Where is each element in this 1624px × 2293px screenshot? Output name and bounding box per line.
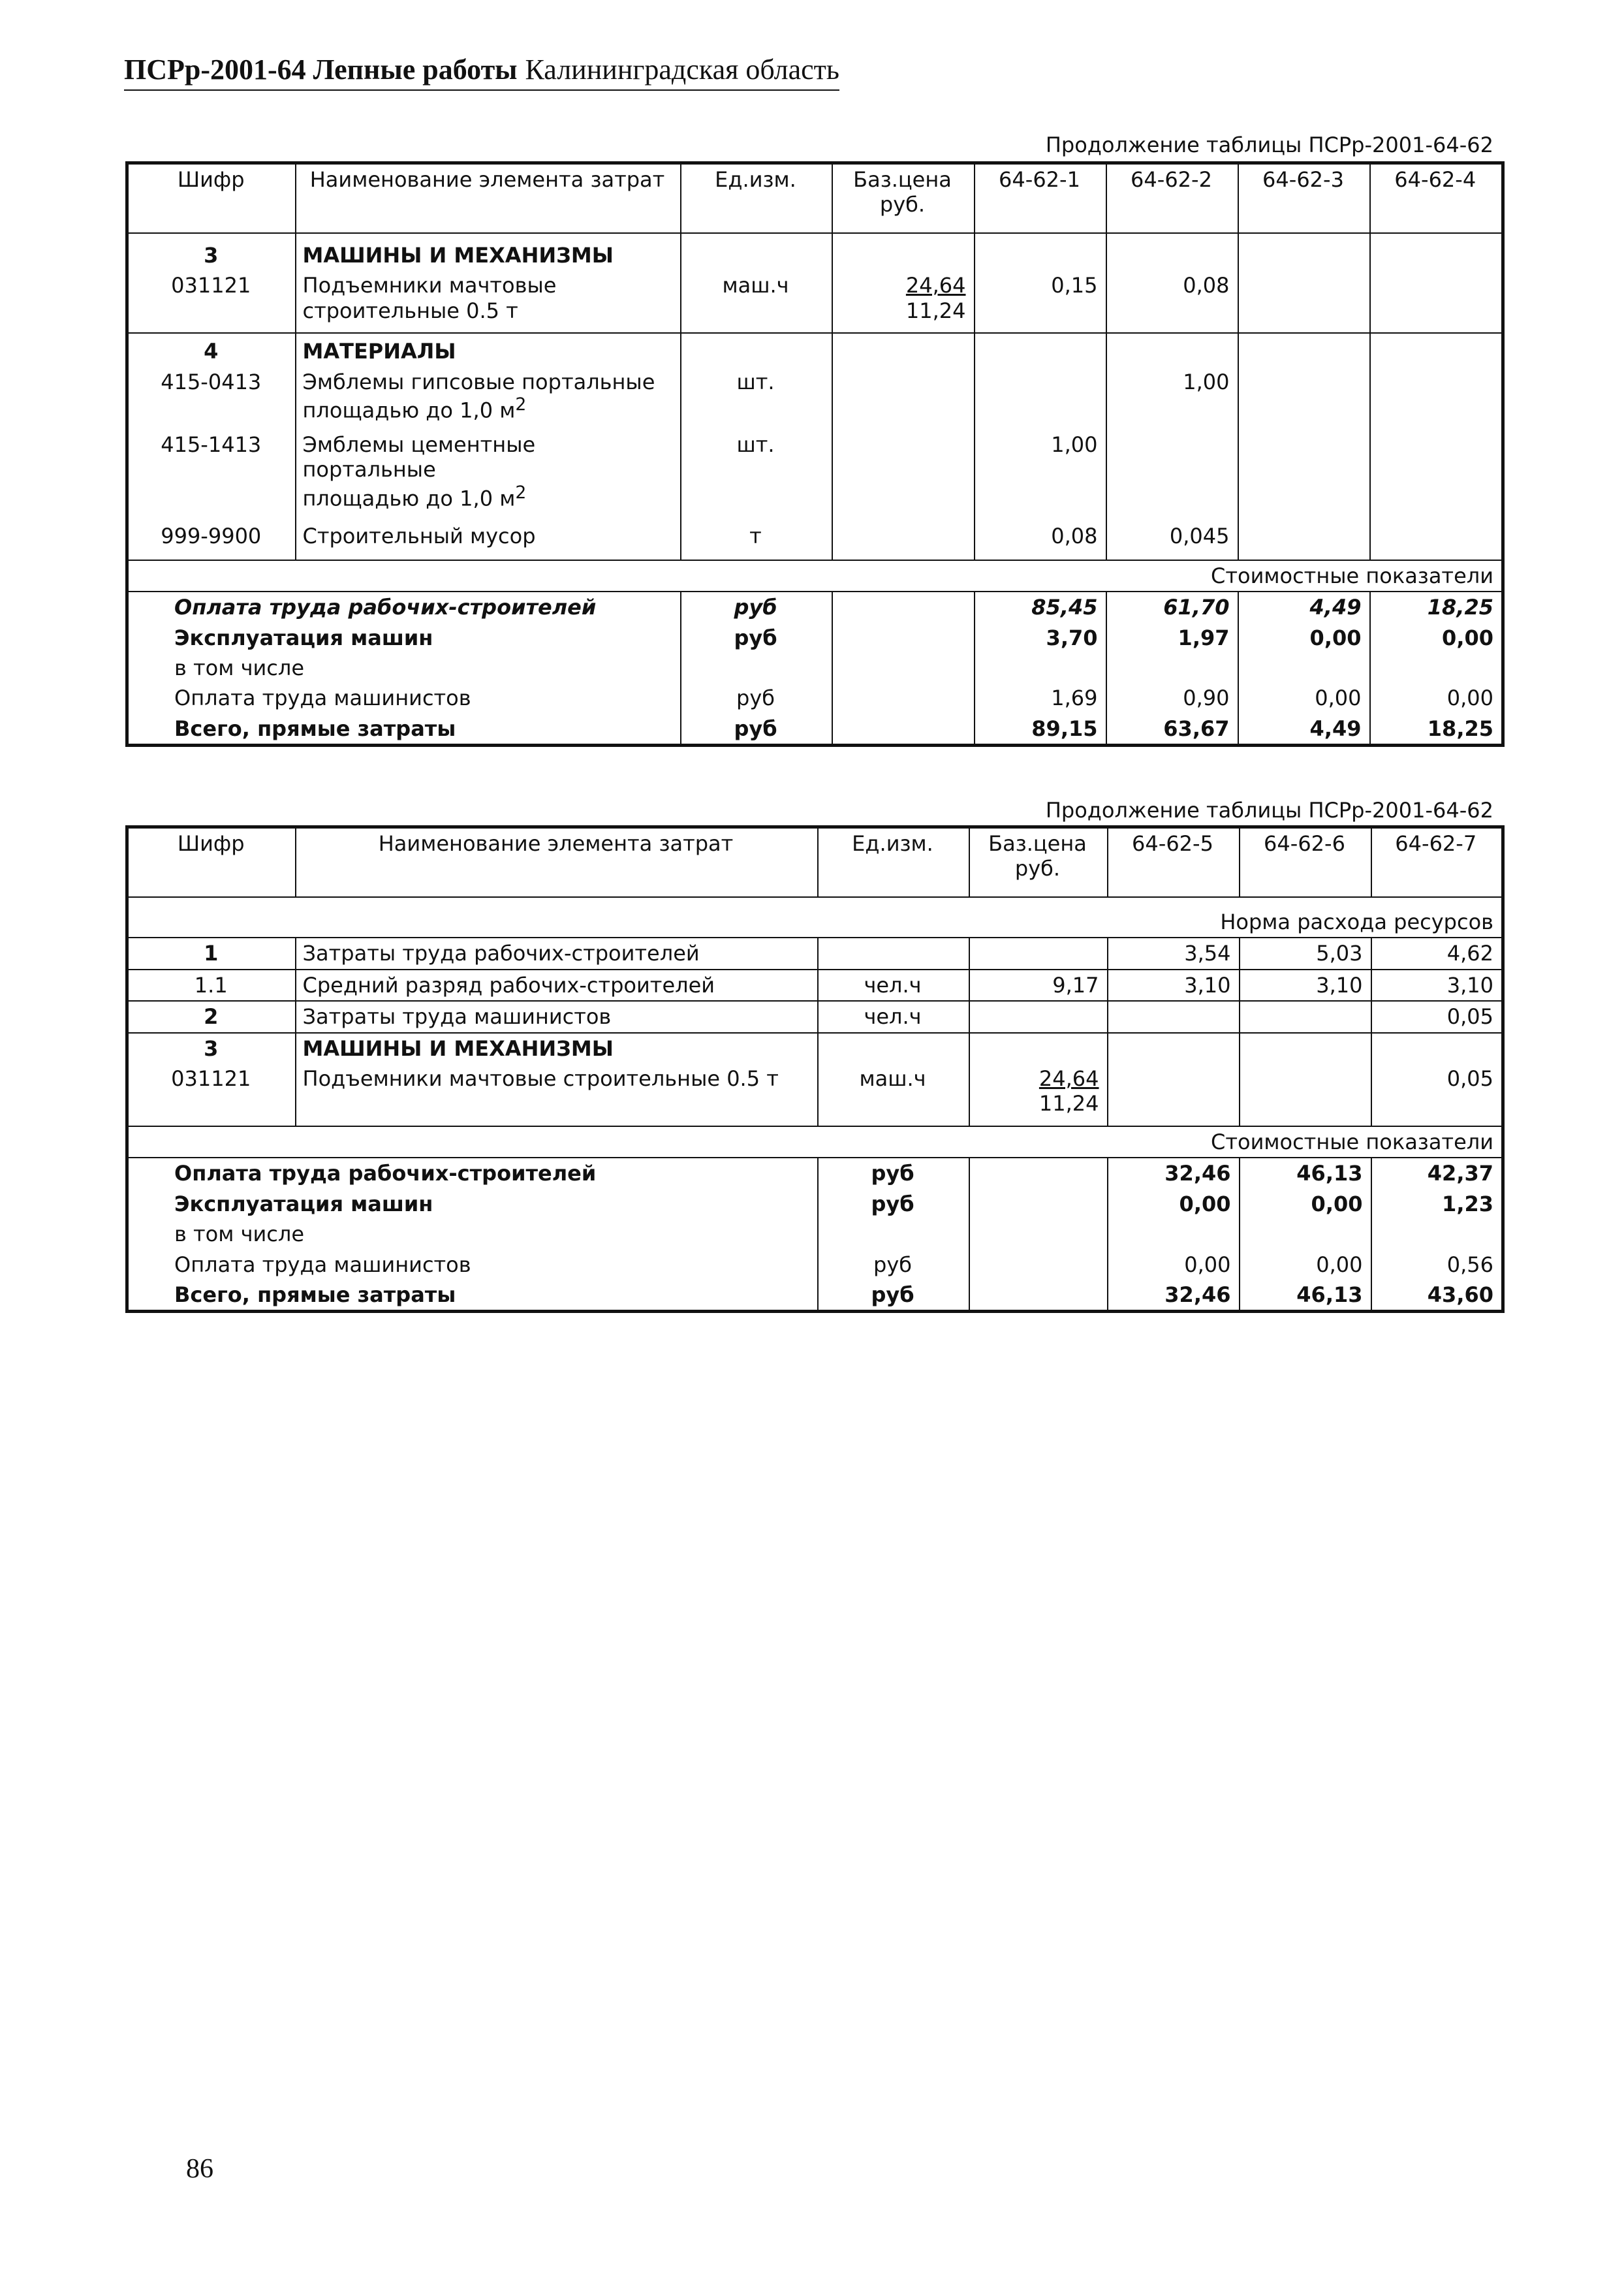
table-row: Оплата труда рабочих-строителей руб 85,45 61,70 4,49 18,25 [127, 592, 1503, 622]
table-row: в том числе [127, 1219, 1503, 1249]
col-header-name: Наименование элемента затрат [296, 163, 681, 234]
document-region: Калининградская область [525, 54, 839, 86]
col-header-64-62-4: 64-62-4 [1370, 163, 1503, 234]
table2-continuation-caption: Продолжение таблицы ПСРр-2001-64-62 [1045, 798, 1493, 823]
col-header-code: Шифр [127, 827, 296, 898]
col-header-price: Баз.цена руб. [969, 827, 1108, 898]
col-header-64-62-1: 64-62-1 [975, 163, 1106, 234]
table-row: Эксплуатация машин руб 3,70 1,97 0,00 0,00 [127, 623, 1503, 653]
table-row: 2 Затраты труда машинистов чел.ч 0,05 [127, 1001, 1503, 1032]
table-row: 415-1413 Эмблемы цементные портальные площадью до 1,0 $м^2$ шт. 1,00 [127, 430, 1503, 521]
table-row: Эксплуатация машин руб 0,00 0,00 1,23 [127, 1189, 1503, 1219]
col-header-64-62-5: 64-62-5 [1108, 827, 1240, 898]
table-row: 1.1 Средний разряд рабочих-строителей чел.ч 9,17 3,10 3,10 3,10 [127, 970, 1503, 1001]
col-header-price: Баз.цена руб. [832, 163, 975, 234]
document-header [124, 54, 839, 91]
table2-header-row [127, 827, 1503, 898]
table-row: Оплата труда машинистов руб 0,00 0,00 0,56 [127, 1250, 1503, 1280]
col-header-name: Наименование элемента затрат [296, 827, 818, 898]
table-row: Всего, прямые затраты руб 32,46 46,13 43,60 [127, 1280, 1503, 1312]
document-code-title: ПСРр-2001-64 Лепные работы [124, 54, 518, 86]
col-header-64-62-2: 64-62-2 [1106, 163, 1238, 234]
cost-indicators-banner: Стоимостные показатели [127, 1126, 1503, 1158]
table-row: 415-0413 Эмблемы гипсовые портальные площадью до 1,0 $м^2$ шт. 1,00 [127, 367, 1503, 430]
table1-header-row [127, 163, 1503, 234]
col-header-64-62-7: 64-62-7 [1371, 827, 1503, 898]
col-header-64-62-3: 64-62-3 [1238, 163, 1370, 234]
col-header-code: Шифр [127, 163, 296, 234]
col-header-64-62-6: 64-62-6 [1240, 827, 1371, 898]
resource-norm-banner: Норма расхода ресурсов [127, 897, 1503, 938]
table-row: Всего, прямые затраты руб 89,15 63,67 4,49 18,25 [127, 714, 1503, 746]
col-header-unit: Ед.изм. [818, 827, 969, 898]
table-row: 999-9900 Строительный мусор т 0,08 0,045 [127, 521, 1503, 560]
table1-continuation-caption: Продолжение таблицы ПСРр-2001-64-62 [1045, 133, 1493, 157]
table2 [125, 825, 1505, 1313]
table-row: 3 МАШИНЫ И МЕХАНИЗМЫ [127, 1033, 1503, 1064]
table-row: Оплата труда рабочих-строителей руб 32,46 46,13 42,37 [127, 1158, 1503, 1188]
table-row: 031121 Подъемники мачтовые строительные 0.5 т маш.ч 24,64 11,24 0,15 0,08 [127, 270, 1503, 333]
table-row: 031121 Подъемники мачтовые строительные 0.5 т маш.ч 24,64 11,24 0,05 [127, 1064, 1503, 1126]
table-row: 4 МАТЕРИАЛЫ [127, 333, 1503, 366]
col-header-unit: Ед.изм. [681, 163, 832, 234]
table-row: в том числе [127, 653, 1503, 683]
table1 [125, 161, 1505, 747]
table-row: Оплата труда машинистов руб 1,69 0,90 0,00 0,00 [127, 683, 1503, 713]
table-row: 1 Затраты труда рабочих-строителей 3,54 5,03 4,62 [127, 938, 1503, 969]
table-row: 3 МАШИНЫ И МЕХАНИЗМЫ [127, 233, 1503, 270]
page-number: 86 [186, 2154, 213, 2184]
cost-indicators-banner: Стоимостные показатели [127, 560, 1503, 592]
